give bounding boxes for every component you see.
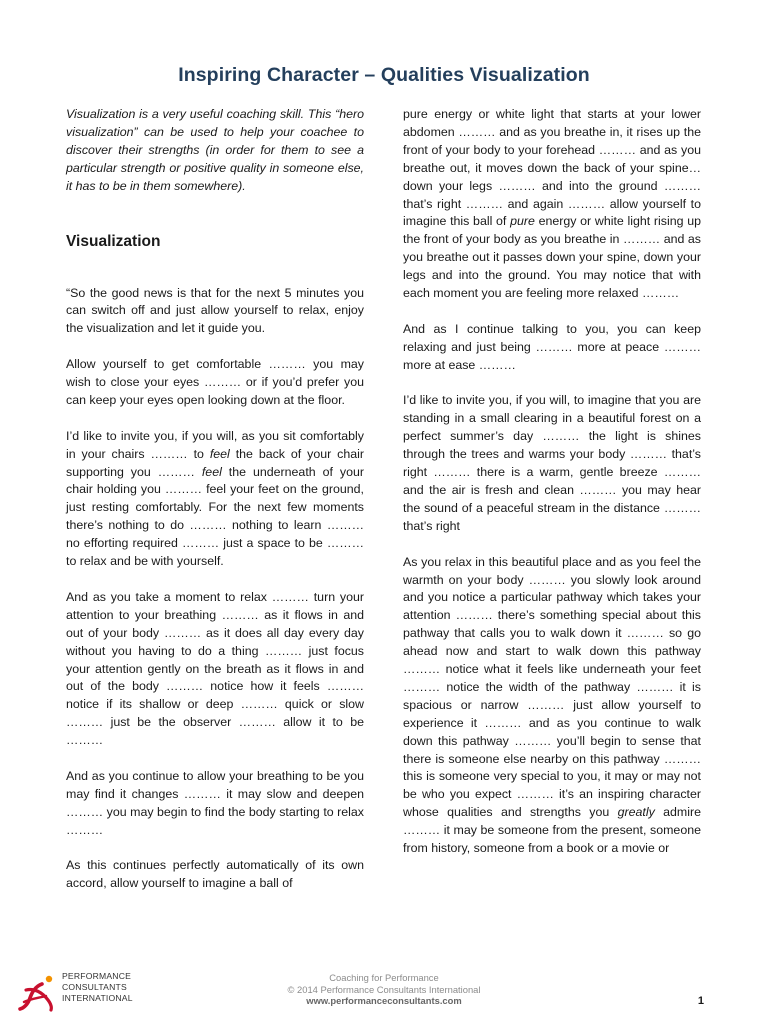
section-heading: Visualization (66, 232, 161, 250)
body-paragraph: And as you continue to allow your breathing to be you may find it changes ……… it may slow and deepen ……… you may begin to find the body starting to relax ……… (66, 768, 364, 837)
emphasis-greatly: greatly (617, 805, 655, 820)
text-run: I’d like to invite you, if you will, as you sit comfortably in your chairs ……… to (66, 428, 364, 461)
body-paragraph: I’d like to invite you, if you will, to imagine that you are standing in a small clearing in a beautiful forest on a perfect summer’s day ……… the light is shines through the trees and warms your body ……… that’s right ……… there is a warm, gentle breeze ……… and the air is fresh and clean ……… you may hear the sound of a peaceful stream in the distance ……… that’s right (403, 393, 701, 533)
emphasis-feel: feel (209, 446, 230, 461)
body-paragraph (403, 106, 701, 303)
left-column (66, 106, 364, 893)
text-run: pure energy or white light that starts at your lower abdomen ……… and as you breathe in, it rises up the front of your body to your forehead ……… and as you breathe out, it moves down the back of your spine…down your legs ……… and into the ground ……… that’s right ……… and again ……… allow yourself to imagine this ball of (403, 107, 701, 229)
body-paragraph (66, 428, 364, 571)
text-run: admire ……… it may be someone from the present, someone from history, someone from a book or a movie or (403, 805, 701, 856)
logo-line: CONSULTANTS (62, 982, 127, 992)
text-run: As you relax in this beautiful place and as you feel the warmth on your body ……… you slowly look around and you notice a particular pathway which takes your attention ……… there’s something special about this pathway that calls you to walk down it ……… so go ahead now and start to walk down this pathway ……… notice what it feels like underneath your feet ……… notice the width of the pathway ……… it is spacious or narrow ……… just allow yourself to experience it ……… and as you continue to walk down this pathway ……… you’ll begin to sense that there is someone else nearby on this pathway ……… this is someone very special to you, it may or may not be who you expect ……… it’s an inspiring character whose qualities and strengths you (403, 554, 701, 820)
body-paragraph: And as I continue talking to you, you can keep relaxing and just being ……… more at peace ……… more at ease ……… (403, 321, 701, 372)
logo-line: PERFORMANCE (62, 971, 132, 981)
text-run: the back of your chair supporting you ……… (66, 446, 364, 479)
emphasis-pure: pure (510, 214, 535, 229)
body-paragraph: And as you take a moment to relax ……… turn your attention to your breathing ……… as it flows in and out of your body ……… as it does all day every day without you having to do a thing ……… just focus your attention gently on the breath as it flows in and out of the body ……… notice how it feels ……… notice if its shallow or deep ……… quick or slow ……… just be the observer ……… allow it to be ……… (66, 589, 364, 748)
footer-copyright: © 2014 Performance Consultants International (287, 983, 481, 995)
page-title: Inspiring Character – Qualities Visualization (178, 64, 590, 86)
footer-info (0, 972, 768, 1007)
body-paragraph: Allow yourself to get comfortable ……… you may wish to close your eyes ……… or if you’d prefer you can keep your eyes open looking down at the floor. (66, 357, 364, 407)
emphasis-feel: feel (201, 464, 222, 479)
intro-paragraph: Visualization is a very useful coaching skill. This “hero visualization” can be used to help your coachee to discover their strengths (in order for them to see a particular strength or positive quality in someone else, it has to be in them somewhere). (66, 107, 364, 193)
page-number: 1 (697, 995, 704, 1007)
text-run: energy or white light rising up the front of your body as you breathe in ……… and as you breathe out it passes down your spine, down your legs and into the ground. You may notice that with each moment you are feeling more relaxed ……… (403, 214, 701, 301)
footer-url-link[interactable]: www.performanceconsultants.com (306, 995, 462, 1006)
footer-course: Coaching for Performance (329, 972, 439, 983)
right-column (403, 106, 701, 858)
body-paragraph: “So the good news is that for the next 5 minutes you can switch off and just allow yourself to relax, enjoy the visualization and let it guide you. (66, 285, 364, 336)
logo-line: INTERNATIONAL (62, 993, 133, 1003)
body-paragraph (403, 554, 701, 858)
body-paragraph: As this continues perfectly automatically of its own accord, allow yourself to imagine a ball of (66, 858, 364, 891)
text-run: the underneath of your chair holding you ……… feel your feet on the ground, just resting comfortably. For the next few moments there’s nothing to do ……… nothing to learn ……… no efforting required ……… just a space to be ……… to relax and be with yourself. (66, 464, 364, 569)
